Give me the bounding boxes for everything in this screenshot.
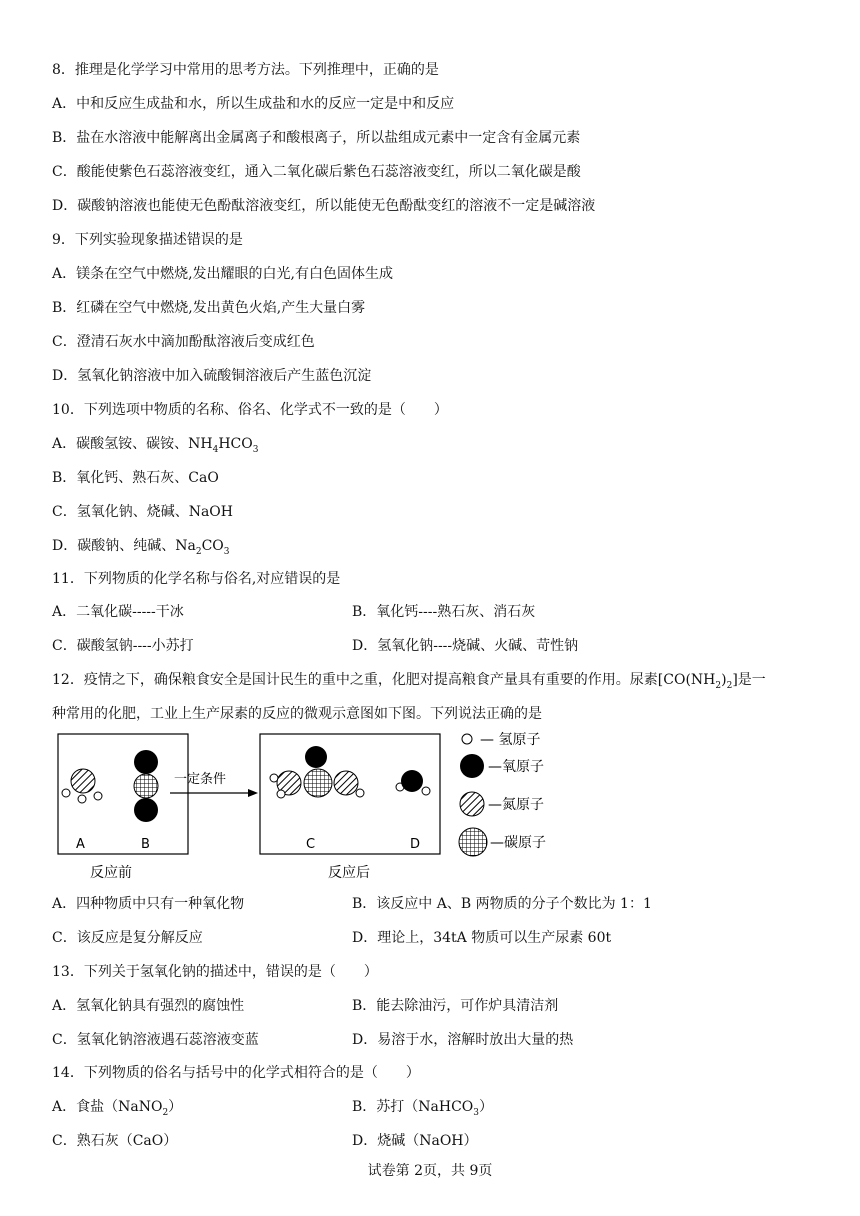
q13-stem: 13．下列关于氢氧化钠的描述中，错误的是（ ）	[52, 964, 378, 980]
q10-option-d: D．碳酸钠、纯碱、$Na_2CO_3$	[52, 538, 230, 557]
q14-option-b: B．苏打（NaHCO$_3$）	[352, 1099, 494, 1118]
q12-stem-line2: 种常用的化肥，工业上生产尿素的反应的微观示意图如下图。下列说法正确的是	[52, 706, 542, 722]
label-d: D	[410, 837, 421, 852]
nitrogen-atom-icon	[460, 792, 484, 816]
legend-nitrogen: —氮原子	[488, 797, 544, 813]
q11-option-c: C．碳酸氢钠----小苏打	[52, 638, 194, 654]
q12-option-a: A．四种物质中只有一种氧化物	[52, 896, 245, 912]
molecule-b	[134, 750, 158, 822]
q12-stem-line1: 12．疫情之下，确保粮食安全是国计民生的重中之重，化肥对提高粮食产量具有重要的作用。尿素$[CO(NH_2)_2]$是一	[52, 672, 766, 691]
oxygen-atom-icon	[460, 754, 484, 778]
q11-stem: 11．下列物质的化学名称与俗名,对应错误的是	[52, 571, 341, 587]
reaction-arrow	[170, 789, 258, 797]
q8-option-d: D．碳酸钠溶液也能使无色酚酞溶液变红，所以能使无色酚酞变红的溶液不一定是碱溶液	[52, 198, 596, 214]
molecule-c	[270, 746, 364, 798]
q8-option-b: B．盐在水溶液中能解离出金属离子和酸根离子，所以盐组成元素中一定含有金属元素	[52, 130, 581, 146]
arrow-label: 一定条件	[174, 772, 227, 787]
q9-stem: 9．下列实验现象描述错误的是	[52, 232, 243, 248]
legend-carbon: —碳原子	[490, 835, 546, 851]
q13-option-b: B．能去除油污，可作炉具清洁剂	[352, 998, 559, 1014]
q14-option-a: A．食盐（NaNO$_2$）	[52, 1099, 183, 1118]
q13-option-d: D．易溶于水，溶解时放出大量的热	[352, 1032, 574, 1048]
q11-option-b: B．氧化钙----熟石灰、消石灰	[352, 604, 536, 620]
legend-oxygen: —氧原子	[488, 759, 544, 775]
q11-option-a: A．二氧化碳-----干冰	[52, 604, 184, 620]
q10-option-c: C．氢氧化钠、烧碱、NaOH	[52, 504, 233, 520]
molecule-a	[62, 769, 102, 803]
q14-option-c: C．熟石灰（CaO）	[52, 1133, 178, 1149]
page-footer: 试卷第 2页，共 9页	[367, 1163, 493, 1179]
label-after: 反应后	[328, 865, 370, 881]
label-before: 反应前	[90, 865, 132, 881]
q13-option-c: C．氢氧化钠溶液遇石蕊溶液变蓝	[52, 1032, 259, 1048]
q13-option-a: A．氢氧化钠具有强烈的腐蚀性	[52, 998, 245, 1014]
q14-option-d: D．烧碱（NaOH）	[352, 1133, 478, 1149]
q10-option-a: A．碳酸氢铵、碳铵、$NH_4HCO_3$	[52, 436, 259, 455]
legend-hydrogen: — 氢原子	[480, 732, 541, 748]
label-a: A	[76, 837, 85, 852]
q9-option-d: D．氢氧化钠溶液中加入硫酸铜溶液后产生蓝色沉淀	[52, 368, 372, 384]
q12-option-d: D．理论上，34tA 物质可以生产尿素 60t	[352, 930, 612, 946]
hydrogen-atom-icon	[462, 734, 472, 744]
q9-option-a: A．镁条在空气中燃烧,发出耀眼的白光,有白色固体生成	[52, 266, 394, 282]
q12-option-b: B．该反应中 A、B 两物质的分子个数比为 1：1	[352, 896, 652, 912]
q14-stem: 14．下列物质的俗名与括号中的化学式相符合的是（ ）	[52, 1065, 420, 1081]
label-c: C	[306, 837, 316, 852]
q9-option-b: B．红磷在空气中燃烧,发出黄色火焰,产生大量白雾	[52, 300, 366, 316]
carbon-atom-icon	[459, 828, 487, 856]
q8-option-a: A．中和反应生成盐和水，所以生成盐和水的反应一定是中和反应	[52, 96, 455, 112]
label-b: B	[141, 837, 150, 852]
q8-option-c: C．酸能使紫色石蕊溶液变红，通入二氧化碳后紫色石蕊溶液变红，所以二氧化碳是酸	[52, 164, 581, 180]
q9-option-c: C．澄清石灰水中滴加酚酞溶液后变成红色	[52, 334, 315, 350]
q12-option-c: C．该反应是复分解反应	[52, 930, 203, 946]
q10-stem: 10．下列选项中物质的名称、俗名、化学式不一致的是（ ）	[52, 402, 448, 418]
molecule-d	[396, 770, 430, 795]
q10-option-b: B．氧化钙、熟石灰、CaO	[52, 470, 219, 486]
before-box	[58, 734, 188, 854]
atom-legend	[458, 731, 578, 861]
q8-stem: 8．推理是化学学习中常用的思考方法。下列推理中，正确的是	[52, 62, 439, 78]
q11-option-d: D．氢氧化钠----烧碱、火碱、苛性钠	[352, 638, 579, 654]
